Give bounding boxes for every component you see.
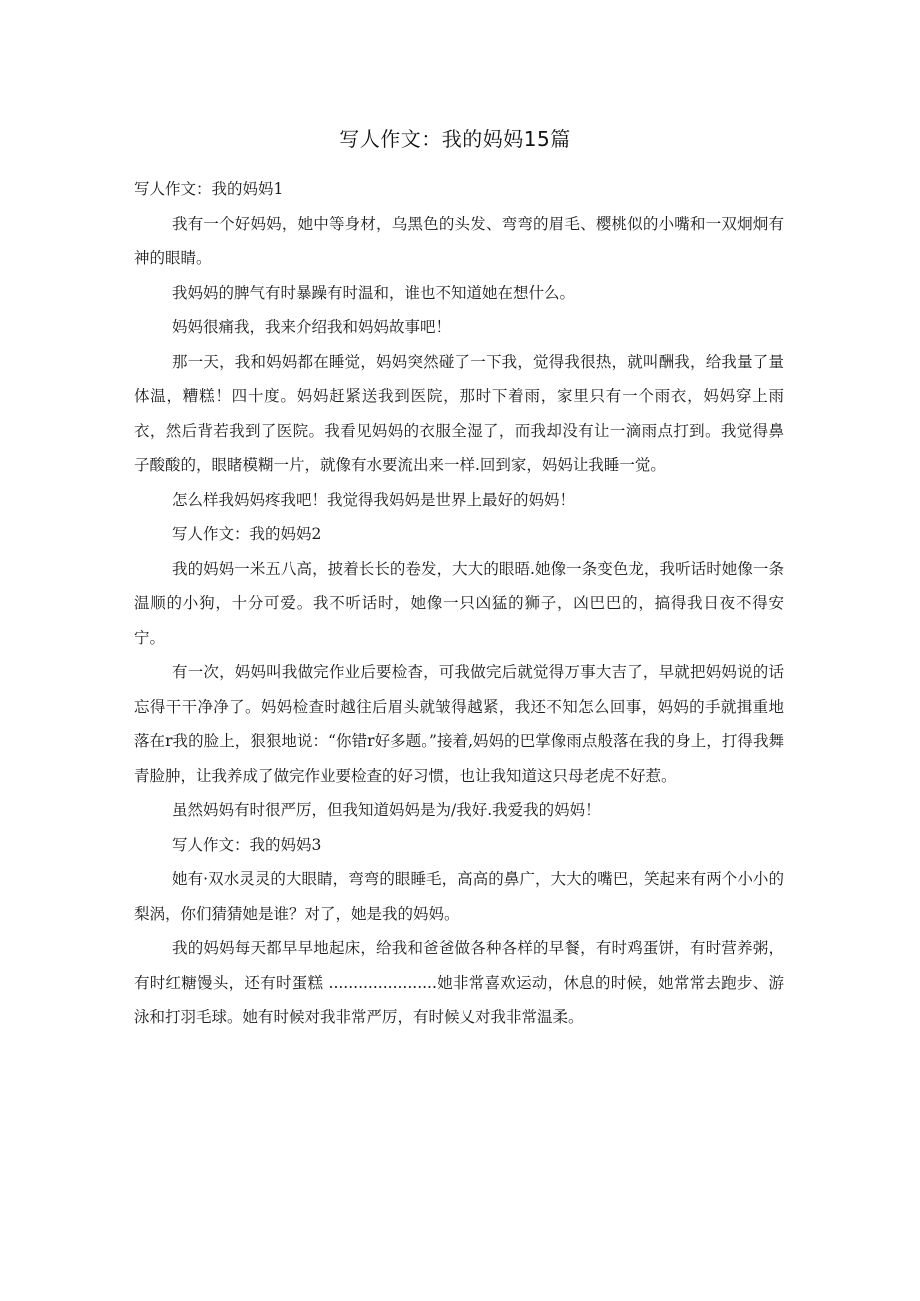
paragraph: 有一次，妈妈叫我做完作业后要检杳，可我做完后就觉得万事大吉了，早就把妈妈说的话忘得干干净净了。妈妈检查时越往后眉头就皱得越紧，我还不知怎么回事，妈妈的手就揖重地落在r我的脸上，狠狠地说：“你错r好多题。”接着,妈妈的巴掌像雨点般落在我的身上，打得我舞青脸肿，让我养成了做完作业要检查的好习惯，也让我知道这只母老虎不好惹。 bbox=[134, 663, 784, 785]
paragraph: 我的妈妈一米五八高，披着长长的卷发，大大的眼晤.她像一条变色龙，我听话时她像一条温顺的小狗，十分可爱。我不听话时，她像一只凶猛的狮子，凶巴巴的，搞得我日夜不得安宁。 bbox=[134, 559, 784, 647]
paragraph: 我的妈妈每天都早早地起床，给我和爸爸做各种各样的早餐，有时鸡蛋饼，有时营养粥，有时红糖馒头，还有时蛋糕 ......................她非常喜欢运动，休息的时候，她常常去跑步、游泳和打羽毛球。她有时候对我非常严厉，有时候乂对我非常温柔。 bbox=[134, 939, 784, 1026]
paragraph: 我妈妈的脾气有时暴躁有时温和，谁也不知道她在想什么。 bbox=[172, 283, 576, 302]
document-title: 写人作文：我的妈妈15篇 bbox=[339, 127, 571, 151]
paragraph: 怎么样我妈妈疼我吧！我觉得我妈妈是世界上最好的妈妈！ bbox=[172, 490, 576, 509]
document-body bbox=[134, 172, 784, 1035]
section-heading-3: 写人作文：我的妈妈3 bbox=[172, 835, 322, 854]
paragraph: 妈妈很痛我，我来介绍我和妈妈故事吧！ bbox=[172, 318, 452, 336]
paragraph: 虽然妈妈有时很严厉，但我知道妈妈是为/我好.我爱我的妈妈！ bbox=[172, 801, 601, 819]
paragraph: 我有一个好妈妈，她中等身材，乌黑色的头发、弯弯的眉毛、樱桃似的小嘴和一双炯炯有神的眼睛。 bbox=[134, 214, 784, 267]
paragraph: 那一天，我和妈妈都在睡觉，妈妈突然碰了一下我，觉得我很热，就叫酬我，给我量了量体温，糟糕！四十度。妈妈赶紧送我到医院，那时下着雨，家里只有一个雨衣，妈妈穿上雨衣，然后背若我到了医院。我看见妈妈的衣服全湿了，而我却没有让一滴雨点打到。我觉得鼻子酸酸的，眼睹模糊一片，就像有水要流出来一样.回到家，妈妈让我睡一觉。 bbox=[134, 352, 784, 474]
section-heading-1: 写人作文：我的妈妈1 bbox=[134, 180, 284, 198]
paragraph: 她有·双水灵灵的大眼睛，弯弯的眼睡毛，高高的鼻广，大大的嘴巴，笑起来有两个小小的梨涡，你们猜猜她是谁？对了，她是我的妈妈。 bbox=[134, 870, 784, 923]
section-heading-2: 写人作文：我的妈妈2 bbox=[172, 525, 322, 543]
